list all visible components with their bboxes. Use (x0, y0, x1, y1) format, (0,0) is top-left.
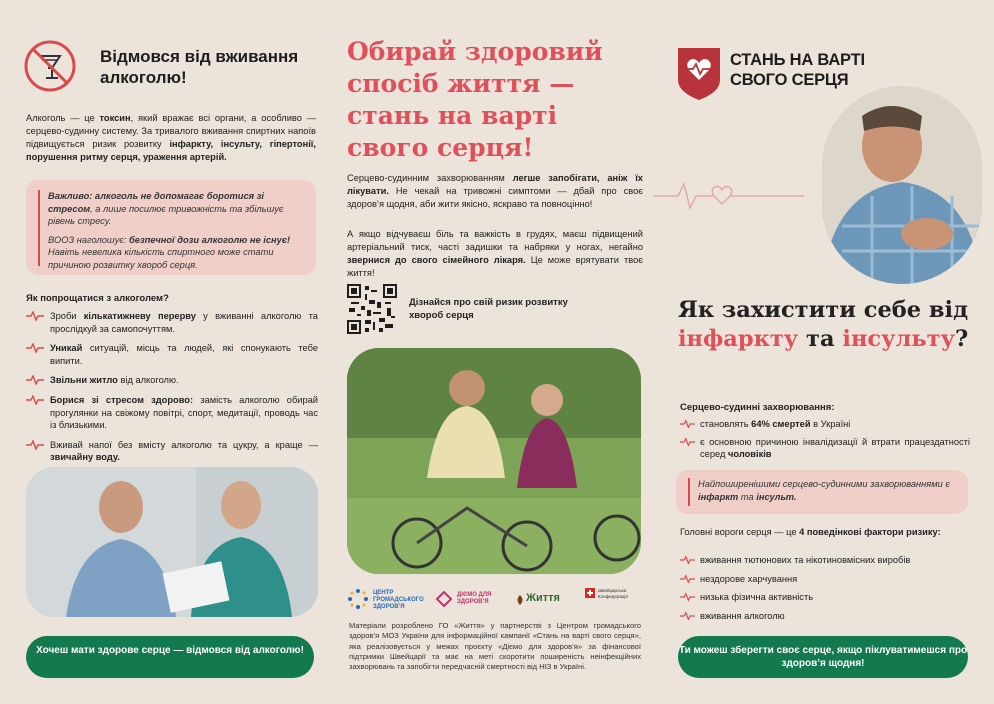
list-item: Вживай напої без вмісту алкоголю та цукру, а краще — звичайну воду. (26, 439, 318, 464)
pulse-icon (26, 311, 44, 321)
cvd-subheading: Серцево-судинні захворювання: (680, 402, 835, 413)
pulse-icon (680, 574, 695, 584)
partner-logos (347, 586, 643, 612)
list-item: низька фізична активність (680, 591, 970, 604)
list-item: вживання алкоголю (680, 610, 970, 623)
pulse-icon (680, 611, 695, 621)
middle-panel (345, 0, 645, 704)
tips-heading: Як попрощатися з алкоголем? (26, 293, 169, 304)
qr-code[interactable] (347, 284, 397, 334)
pulse-icon (26, 375, 44, 385)
heartbeat-line-icon (654, 168, 814, 218)
risk-factors-intro: Головні вороги серця — це 4 поведінкові фактори ризику: (680, 527, 941, 537)
symptoms-paragraph: А якщо відчуваєш біль та важкість в грудях, маєш підвищений артеріальний тиск, часті задишки та набряки у ногах, негайно звернися до свого сімейного лікаря. Це може врятувати твоє життя! (347, 229, 643, 278)
list-item: вживання тютюнових та нікотиновмісних виробів (680, 554, 970, 567)
cvd-facts-list (680, 418, 970, 466)
care-heart-cta[interactable]: Ти можеш зберегти своє серце, якщо піклуватимешся про здоров’я щодня! (678, 636, 968, 678)
doctor-patient-photo (26, 467, 318, 617)
right-panel (672, 0, 982, 704)
man-chest-pain-photo (822, 86, 982, 284)
swiss-logo: Швейцарська Конфедерація (585, 586, 643, 612)
healthy-lifestyle-heading: Обирай здоровий спосіб життя — стань на варті свого серця! (347, 37, 603, 162)
tips-list (26, 310, 318, 471)
list-item: Звільни житло від алкоголю. (26, 374, 318, 387)
list-item: становлять 64% смертей в Україні (680, 418, 970, 431)
list-item: нездорове харчування (680, 573, 970, 586)
no-alcohol-icon (22, 38, 78, 94)
risk-factors-list (680, 554, 970, 628)
list-item: Борися зі стресом здорово: замість алкоголю обирай прогулянки на свіжому повітрі, спорт, медитації, проводь час із близькими. (26, 394, 318, 432)
alcohol-intro: Алкоголь — це токсин, який вражає всі органи, а особливо — серцево-судинну систему. За тривалого вживання спиртних напоїв підвищується ризик розвитку інфаркту, інсульту, гіпертонії, порушення ритму серця, ураження артерій. (26, 113, 316, 162)
list-item: є основною причиною інвалідизації й втрати працездатності серед чоловіків (680, 436, 970, 461)
brand-name: СТАНЬ НА ВАРТІ СВОГО СЕРЦЯ (730, 51, 865, 89)
pulse-icon (26, 395, 44, 405)
list-item: Уникай ситуацій, місць та людей, які спонукають тебе випити. (26, 342, 318, 367)
cycling-couple-photo (347, 348, 641, 574)
pulse-icon (680, 592, 695, 602)
warning-box: Важливо: алкоголь не допомагає боротися зі стресом, а лише посилює тривожність та збільшує рівень стресу. ВООЗ наголошує: безпечної дози алкоголю не існує! Навіть невелика кількість спиртного може стати причиною розвитку хвороб серця. (26, 180, 316, 275)
alcohol-heading: Відмовся від вживання алкоголю! (100, 47, 299, 87)
diemo-logo: ДІЄМО ДЛЯ ЗДОРОВ’Я (435, 586, 507, 612)
phc-logo: ЦЕНТР ГРОМАДСЬКОГО ЗДОРОВ’Я (347, 586, 425, 612)
qr-caption: Дізнайся про свій ризик розвитку хвороб серця (409, 297, 568, 321)
pulse-icon (680, 437, 695, 447)
quit-alcohol-cta[interactable]: Хочеш мати здорове серце — відмовся від алкоголю! (26, 636, 314, 678)
prevention-paragraph: Серцево-судинним захворюванням легше запобігати, аніж їх лікувати. Не чекай на тривожні симптоми — дбай про своє здоров’я щодня, аби жити якісно, яскраво та повноцінно! (347, 173, 643, 209)
zhyttia-logo: Життя (515, 586, 575, 612)
pulse-icon (26, 440, 44, 450)
common-diseases-box: Найпоширенішими серцево-судинними захворюваннями є інфаркт та інсульт. (676, 470, 968, 514)
pulse-icon (680, 555, 695, 565)
credits-text: Матеріали розроблено ГО «Життя» у партнерстві з Центром громадського здоров’я МОЗ України для інформаційної кампанії «Стань на варті свого серця», яка реалізовується у межах проєкту «Діємо для здоров’я» за фінансової підтримки Швейцарії та має на меті скоротити поширеність неінфекційних захворювань та запобігти передчасній смертності від НІЗ в Україні. (349, 621, 641, 672)
left-panel (22, 0, 322, 704)
shield-heart-icon (678, 44, 720, 100)
protect-heading: Як захистити себе від інфаркту та інсульту? (678, 297, 969, 352)
pulse-icon (680, 419, 695, 429)
list-item: Зроби кількатижневу перерву у вживанні алкоголю та прослідкуй за самопочуттям. (26, 310, 318, 335)
pulse-icon (26, 343, 44, 353)
